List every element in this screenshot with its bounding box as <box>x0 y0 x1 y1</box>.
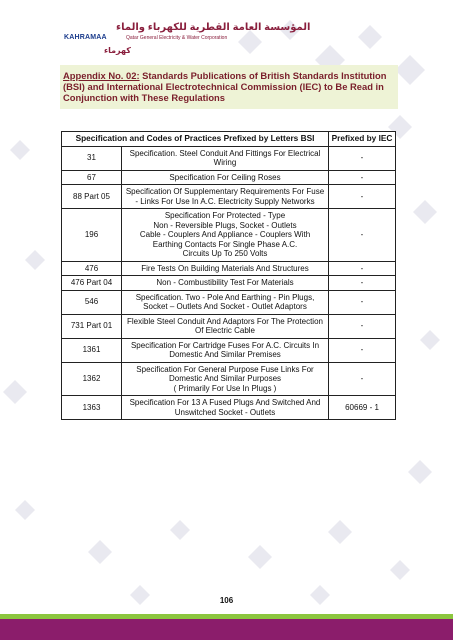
table-row <box>62 185 396 209</box>
standard-number: 1361 <box>62 338 122 362</box>
iec-prefix: - <box>329 290 396 314</box>
header-bsi: Specification and Codes of Practices Prefixed by Letters BSI <box>62 132 329 147</box>
standard-title: Specification For General Purpose Fuse Links For Domestic And Similar Purposes ( Primarily For Use In Plugs ) <box>122 362 329 396</box>
standard-number: 88 Part 05 <box>62 185 122 209</box>
standard-title: Specification For Protected - Type Non - Reversible Plugs, Socket - Outlets Cable - Couplers And Appliance - Couplers With Earthing Contacts For Single Phase A.C. Circuits Up To 250 Volts <box>122 209 329 262</box>
standard-number: 196 <box>62 209 122 262</box>
iec-prefix: - <box>329 146 396 170</box>
standard-title: Flexible Steel Conduit And Adaptors For The Protection Of Electric Cable <box>122 314 329 338</box>
standard-number: 1362 <box>62 362 122 396</box>
table-row <box>62 314 396 338</box>
iec-prefix: - <box>329 261 396 276</box>
standard-title: Specification For 13 A Fused Plugs And Switched And Unswitched Socket - Outlets <box>122 396 329 420</box>
standard-number: 67 <box>62 170 122 185</box>
iec-prefix: - <box>329 170 396 185</box>
table-row <box>62 338 396 362</box>
standard-title: Non - Combustibility Test For Materials <box>122 276 329 291</box>
appendix-number: Appendix No. 02: <box>63 70 140 81</box>
iec-prefix: - <box>329 362 396 396</box>
logo-arabic-short: كهرماء <box>104 46 131 55</box>
standard-title: Specification. Steel Conduit And Fittings For Electrical Wiring <box>122 146 329 170</box>
standard-number: 1363 <box>62 396 122 420</box>
table-row <box>62 396 396 420</box>
table-row <box>62 170 396 185</box>
standard-number: 731 Part 01 <box>62 314 122 338</box>
logo-arabic-name: المؤسسة العامة القطرية للكهرباء والماء <box>116 22 311 33</box>
iec-prefix: - <box>329 185 396 209</box>
table-row <box>62 276 396 291</box>
appendix-heading-box <box>60 65 398 109</box>
footer-bar <box>0 614 453 640</box>
table-row <box>62 146 396 170</box>
table-body <box>62 146 396 420</box>
table-row <box>62 209 396 262</box>
standard-title: Specification. Two - Pole And Earthing - Pin Plugs, Socket – Outlets And Socket - Outlet Adaptors <box>122 290 329 314</box>
table-row <box>62 362 396 396</box>
appendix-heading <box>63 70 395 103</box>
iec-prefix: - <box>329 314 396 338</box>
iec-prefix: 60669 - 1 <box>329 396 396 420</box>
table-row <box>62 290 396 314</box>
standard-number: 31 <box>62 146 122 170</box>
standard-title: Specification For Cartridge Fuses For A.C. Circuits In Domestic And Similar Premises <box>122 338 329 362</box>
standard-number: 476 <box>62 261 122 276</box>
header-iec: Prefixed by IEC <box>329 132 396 147</box>
logo-english-name: Qatar General Electricity & Water Corporation <box>126 35 228 41</box>
appendix-title: Standards Publications of British Standards Institution (BSI) and International Electrotechnical Commission (IEC) to Be Read in Conjunction with These Regulations <box>63 70 387 103</box>
standard-title: Fire Tests On Building Materials And Structures <box>122 261 329 276</box>
logo-brand: KAHRAMAA <box>64 34 107 41</box>
standards-table <box>61 131 396 420</box>
iec-prefix: - <box>329 209 396 262</box>
standard-number: 546 <box>62 290 122 314</box>
standard-title: Specification For Ceiling Roses <box>122 170 329 185</box>
iec-prefix: - <box>329 338 396 362</box>
table-row <box>62 261 396 276</box>
table-header-row <box>62 132 396 147</box>
standard-title: Specification Of Supplementary Requirements For Fuse - Links For Use In A.C. Electricity Supply Networks <box>122 185 329 209</box>
kahramaa-logo <box>64 22 311 56</box>
iec-prefix: - <box>329 276 396 291</box>
page-number: 106 <box>219 596 234 605</box>
standard-number: 476 Part 04 <box>62 276 122 291</box>
